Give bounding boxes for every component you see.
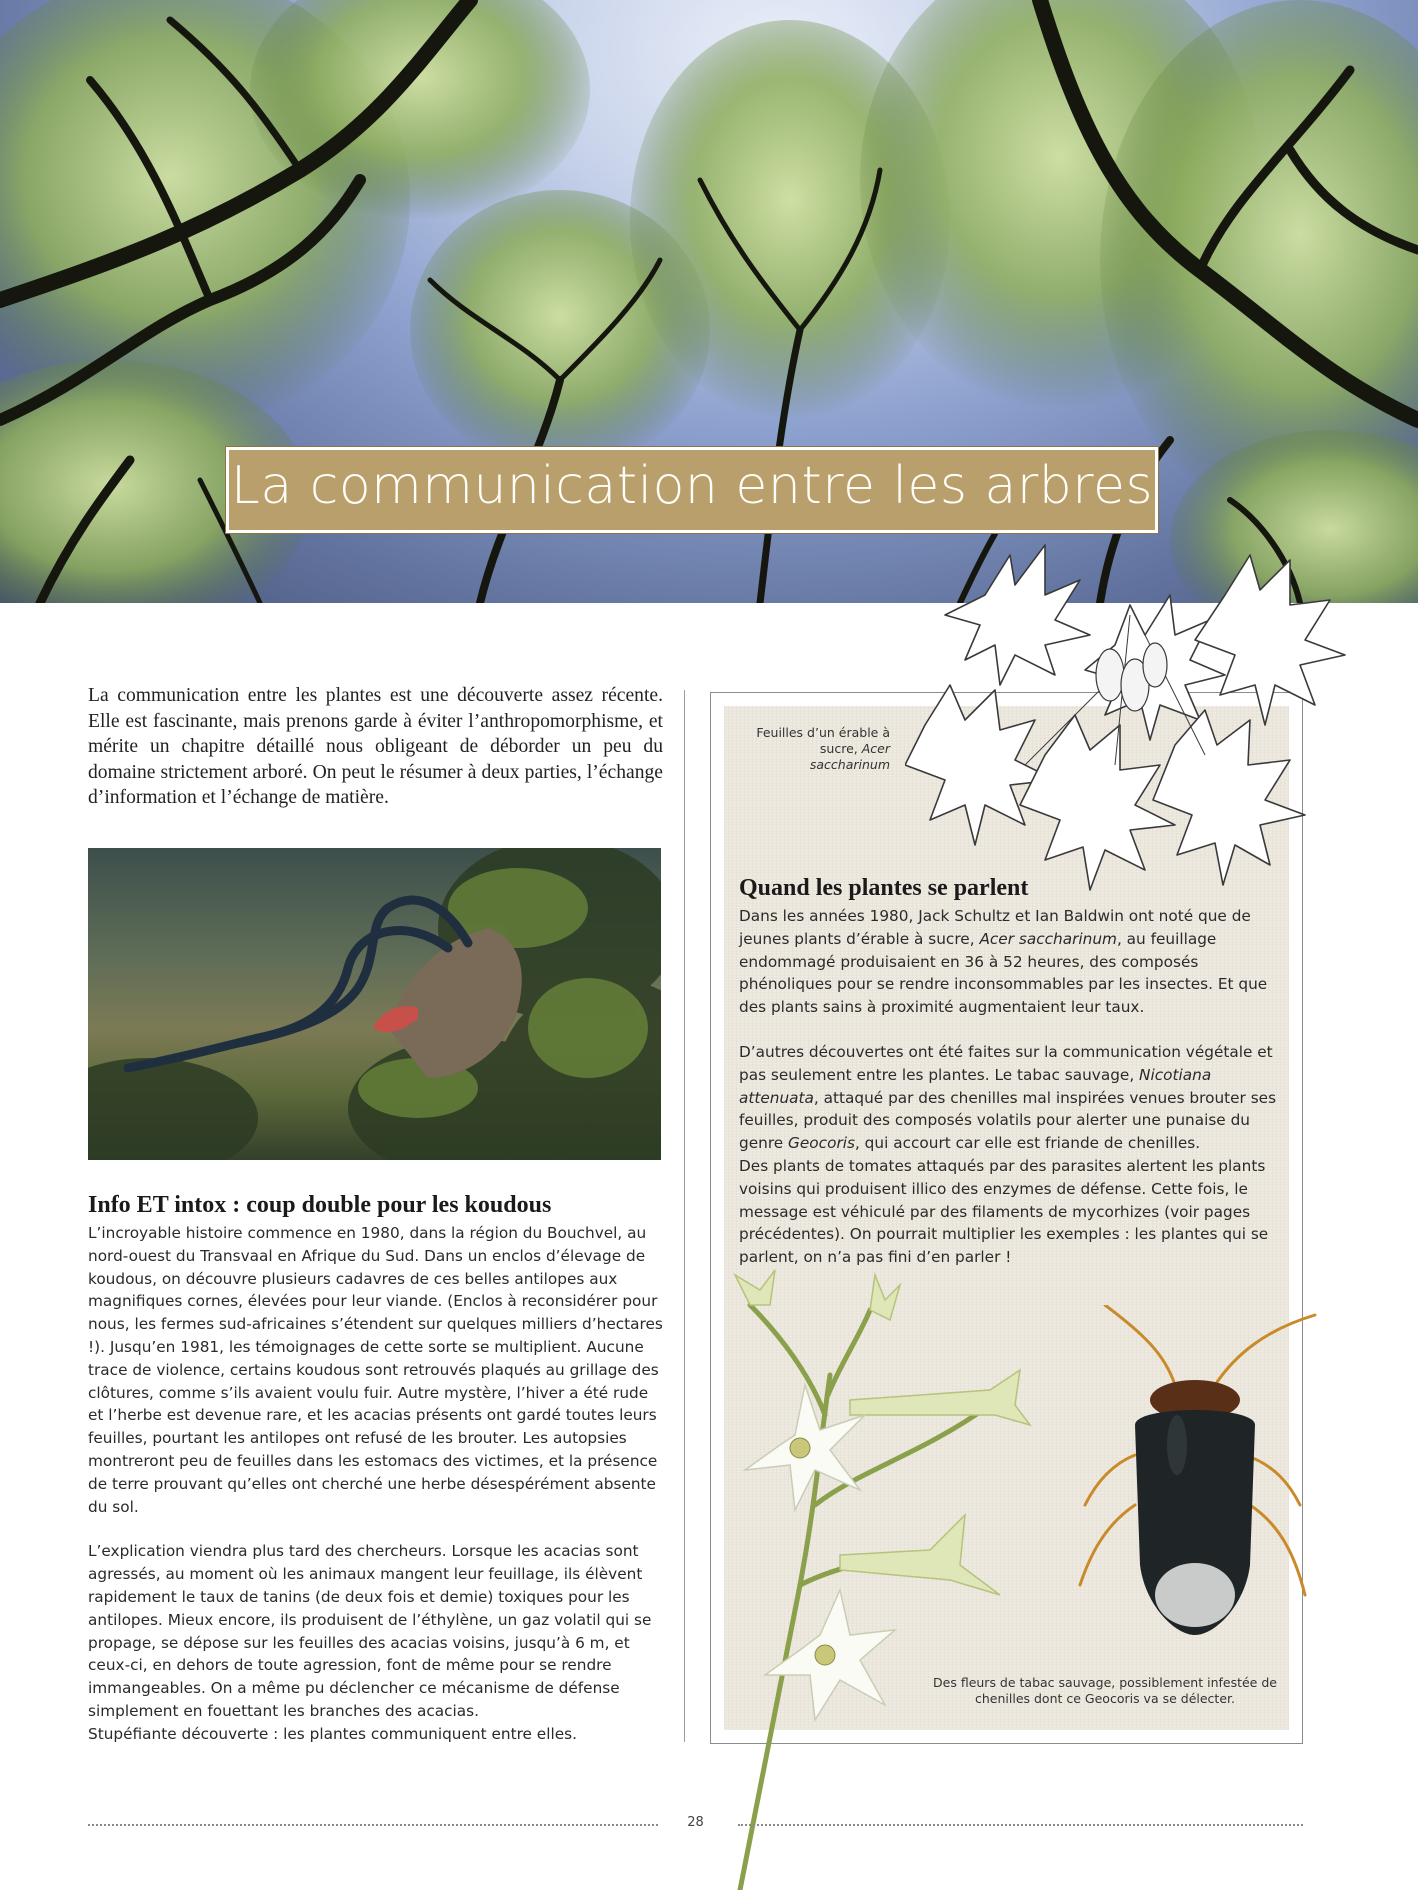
- page-title: La communication entre les arbres: [230, 456, 1154, 516]
- p2-genus: Geocoris: [788, 1134, 855, 1153]
- kudu-illustration: [88, 848, 661, 1160]
- page-number: 28: [687, 1815, 704, 1830]
- right-panel-paragraph-1: [739, 905, 1279, 1019]
- hero-tree-canopy-photo: [0, 0, 1418, 603]
- p2-text-c: , qui accourt car elle est friande de chenilles.: [854, 1134, 1201, 1153]
- left-article-heading: Info ET intox : coup double pour les koudous: [88, 1192, 552, 1218]
- maple-caption-species: Acer saccharinum: [809, 741, 890, 772]
- kudu-photo: [88, 848, 661, 1160]
- p1-species: Acer saccharinum: [979, 929, 1117, 948]
- right-panel-heading: Quand les plantes se parlent: [739, 875, 1029, 901]
- left-article-paragraph-3: Stupéfiante découverte : les plantes communiquent entre elles.: [88, 1724, 577, 1743]
- tobacco-flower-illustration: [700, 1265, 1080, 1890]
- geocoris-bug-illustration: [1065, 1305, 1325, 1665]
- title-banner: [226, 447, 1158, 533]
- p2-text-a: D’autres découvertes ont été faites sur la communication végétale et pas seulement entre les plantes. Le tabac sauvage,: [739, 1042, 1273, 1084]
- left-article-paragraph-2: L’explication viendra plus tard des chercheurs. Lorsque les acacias sont agressés, au moment où les animaux mangent leur feuillage, ils élèvent rapidement le taux de tanins (de deux fois et demie) toxiques pour les antilopes. Mieux encore, ils produisent de l’éthylène, un gaz volatil qui se propage, se dépose sur les feuilles des acacias voisins, jusqu’à 6 m, et ceux-ci, en dehors de toute agression, font de même pour se rendre immangeables. On a même pu déclencher ce mécanisme de défense simplement en fouettant les branches des acacias.: [88, 1542, 652, 1720]
- p2-species: Nicotiana attenuata: [739, 1065, 1212, 1107]
- left-article-body: [88, 1222, 663, 1746]
- maple-leaves-illustration: [905, 525, 1355, 895]
- maple-caption-prefix: Feuilles d’un érable à sucre,: [756, 725, 890, 756]
- right-panel-body: [739, 905, 1279, 1269]
- right-panel-paragraph-2: [739, 1041, 1279, 1269]
- column-divider: [684, 690, 685, 1742]
- intro-paragraph: La communication entre les plantes est une découverte assez récente. Elle est fascinante, mais prenons garde à éviter l’anthropomorphisme, et mérite un chapitre détaillé nous obligeant de déborder un peu du domaine strictement arboré. On peut le résumer à deux parties, l’échange d’information et l’échange de matière.: [88, 685, 663, 808]
- p2-text-b: , attaqué par des chenilles mal inspirées venues brouter ses feuilles, produit des composés volatils pour alerter une punaise du genre: [739, 1088, 1277, 1153]
- tobacco-caption: Des fleurs de tabac sauvage, possiblement infestée de chenilles dont ce Geocoris va se délecter.: [933, 1675, 1277, 1706]
- p1-text-b: , au feuillage endommagé produisaient en 36 à 52 heures, des composés phénoliques pour se rendre inconsommables par les insectes. Et que des plants sains à proximité augmentaient leur taux.: [739, 929, 1268, 1017]
- p1-text-a: Dans les années 1980, Jack Schultz et Ian Baldwin ont noté que de jeunes plants d’érable à sucre,: [739, 907, 1251, 948]
- left-article-paragraph-1: L’incroyable histoire commence en 1980, dans la région du Bouchvel, au nord-ouest du Transvaal en Afrique du Sud. Dans un enclos d’élevage de koudous, on découvre plusieurs cadavres de ces belles antilopes aux magnifiques cornes, élevées pour leur viande. (Enclos à reconsidérer pour nous, les fermes sud-africaines s’étendent sur quelques milliers d’hectares !). Jusqu’en 1981, les témoignages de cette sorte se multiplient. Aucune trace de violence, certains koudous sont retrouvés plaqués au grillage des clôtures, comme s’ils avaient voulu fuir. Autre mystère, l’hiver a été rude et l’herbe est devenue rare, et les acacias présents ont gardé toutes leurs feuilles, pourtant les antilopes ont refusé de les brouter. Les autopsies montreront peu de feuilles dans les estomacs des victimes, et la présence de terre prouvant qu’elles ont cherché une herbe désespérément absente du sol.: [88, 1224, 663, 1516]
- page-footer: [88, 1815, 1303, 1835]
- footer-rule-right: [738, 1824, 1303, 1826]
- maple-caption: [740, 725, 890, 773]
- p2-text-d: Des plants de tomates attaqués par des parasites alertent les plants voisins qui produisent illico des enzymes de défense. Cette fois, le message est véhiculé par des filaments de mycorhizes (voir pages précédentes). On pourrait multiplier les exemples : les plantes qui se parlent, on n’a pas fini d’en parler !: [739, 1156, 1269, 1267]
